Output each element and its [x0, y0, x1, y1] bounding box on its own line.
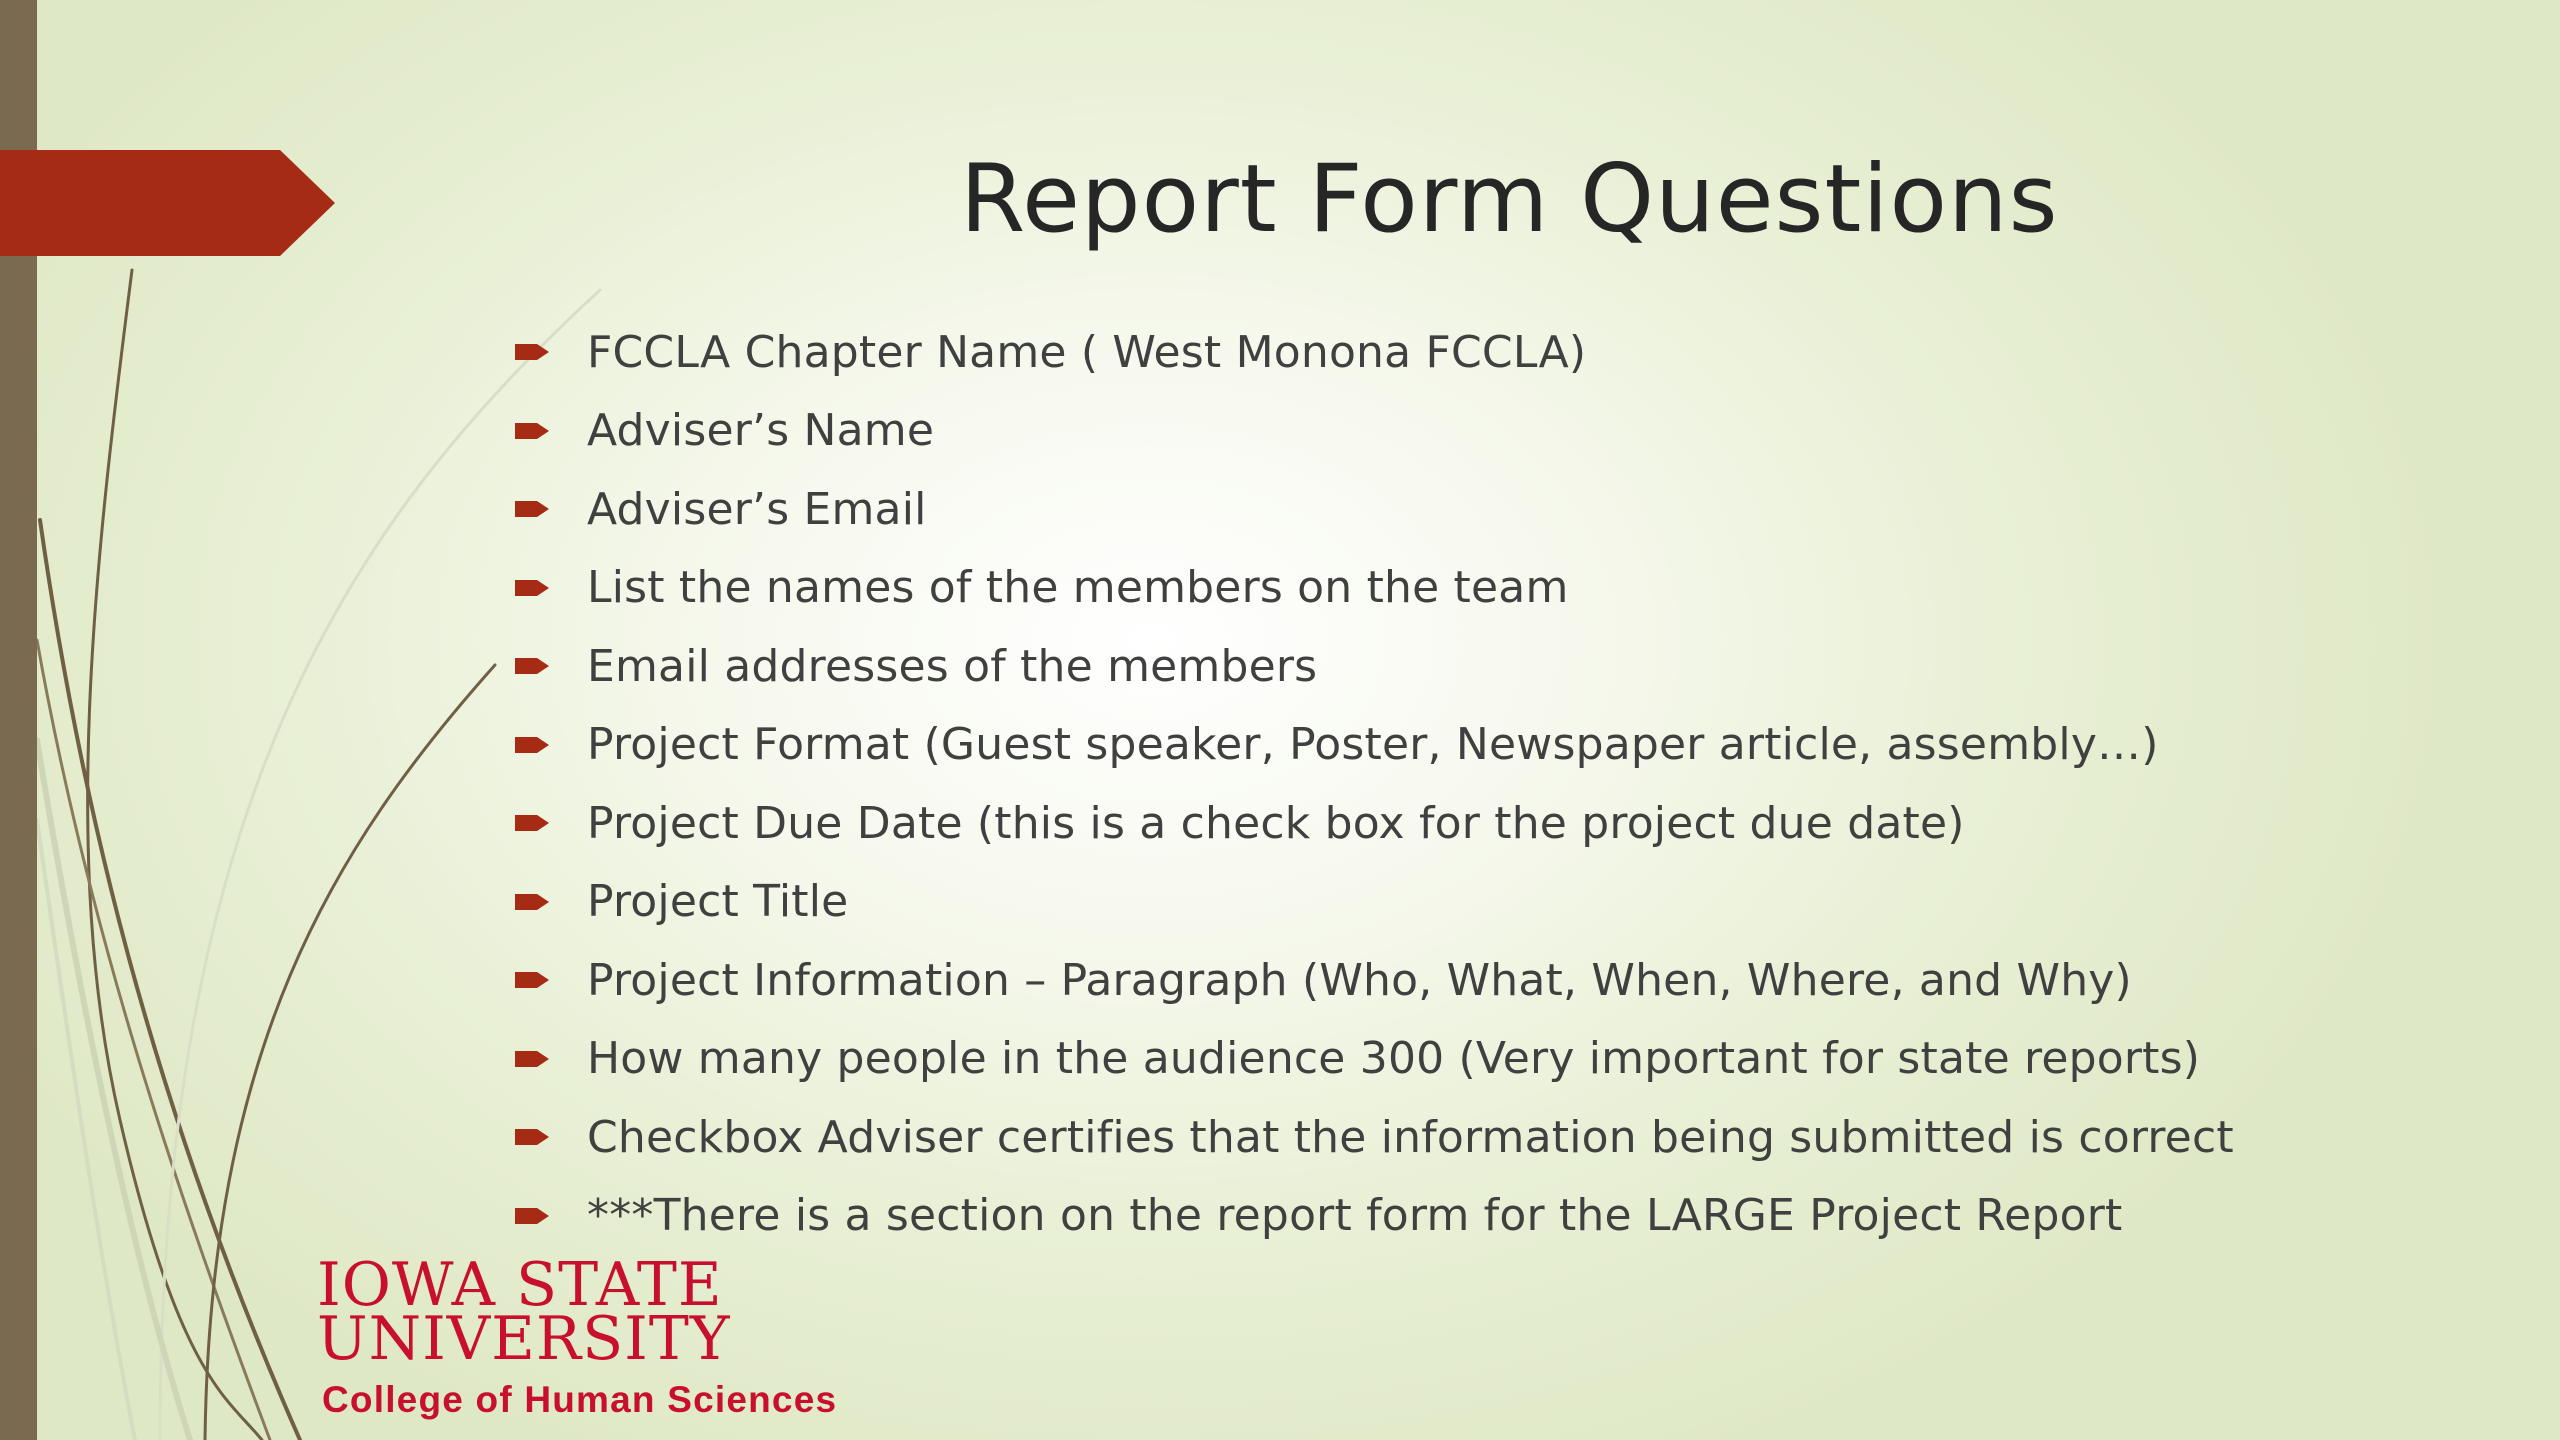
bullet-text: Project Due Date (this is a check box for the project due date)	[587, 797, 1965, 849]
arrow-bullet-icon	[515, 1049, 551, 1069]
bullet-text: ***There is a section on the report form for the LARGE Project Report	[587, 1190, 2123, 1242]
bullet-text: FCCLA Chapter Name ( West Monona FCCLA)	[587, 326, 1587, 378]
list-item	[515, 1020, 2234, 1099]
list-item	[515, 549, 2234, 628]
arrow-bullet-icon	[515, 1127, 551, 1147]
list-item	[515, 941, 2234, 1020]
arrow-bullet-icon	[515, 1206, 551, 1226]
list-item	[515, 392, 2234, 471]
iowa-state-logo	[315, 1250, 1035, 1433]
logo-wordmark-line2: UNIVERSITY	[317, 1304, 731, 1374]
arrow-bullet-icon	[515, 578, 551, 598]
bullet-list	[515, 313, 2234, 1255]
list-item	[515, 863, 2234, 942]
arrow-bullet-icon	[515, 421, 551, 441]
title-arrow-tab	[0, 150, 335, 256]
arrow-bullet-icon	[515, 499, 551, 519]
list-item	[515, 1177, 2234, 1256]
list-item	[515, 313, 2234, 392]
slide-title: Report Form Questions	[960, 145, 2059, 254]
bullet-text: Checkbox Adviser certifies that the information being submitted is correct	[587, 1111, 2234, 1163]
arrow-bullet-icon	[515, 735, 551, 755]
list-item	[515, 706, 2234, 785]
list-item	[515, 627, 2234, 706]
arrow-bullet-icon	[515, 342, 551, 362]
bullet-text: List the names of the members on the team	[587, 562, 1569, 614]
list-item	[515, 1098, 2234, 1177]
list-item	[515, 470, 2234, 549]
arrow-bullet-icon	[515, 970, 551, 990]
bullet-text: Adviser’s Email	[587, 483, 927, 535]
bullet-text: Project Format (Guest speaker, Poster, Newspaper article, assembly…)	[587, 719, 2159, 771]
bullet-text: Email addresses of the members	[587, 640, 1318, 692]
arrow-bullet-icon	[515, 892, 551, 912]
logo-wordmark-line1: IOWA STATE	[317, 1250, 723, 1320]
list-item	[515, 784, 2234, 863]
bullet-text: Project Title	[587, 876, 849, 928]
logo-college-name: College of Human Sciences	[322, 1379, 838, 1420]
arrow-bullet-icon	[515, 656, 551, 676]
bullet-text: How many people in the audience 300 (Very important for state reports)	[587, 1033, 2201, 1085]
arrow-bullet-icon	[515, 813, 551, 833]
bullet-text: Adviser’s Name	[587, 405, 935, 457]
bullet-text: Project Information – Paragraph (Who, What, When, Where, and Why)	[587, 954, 2132, 1006]
